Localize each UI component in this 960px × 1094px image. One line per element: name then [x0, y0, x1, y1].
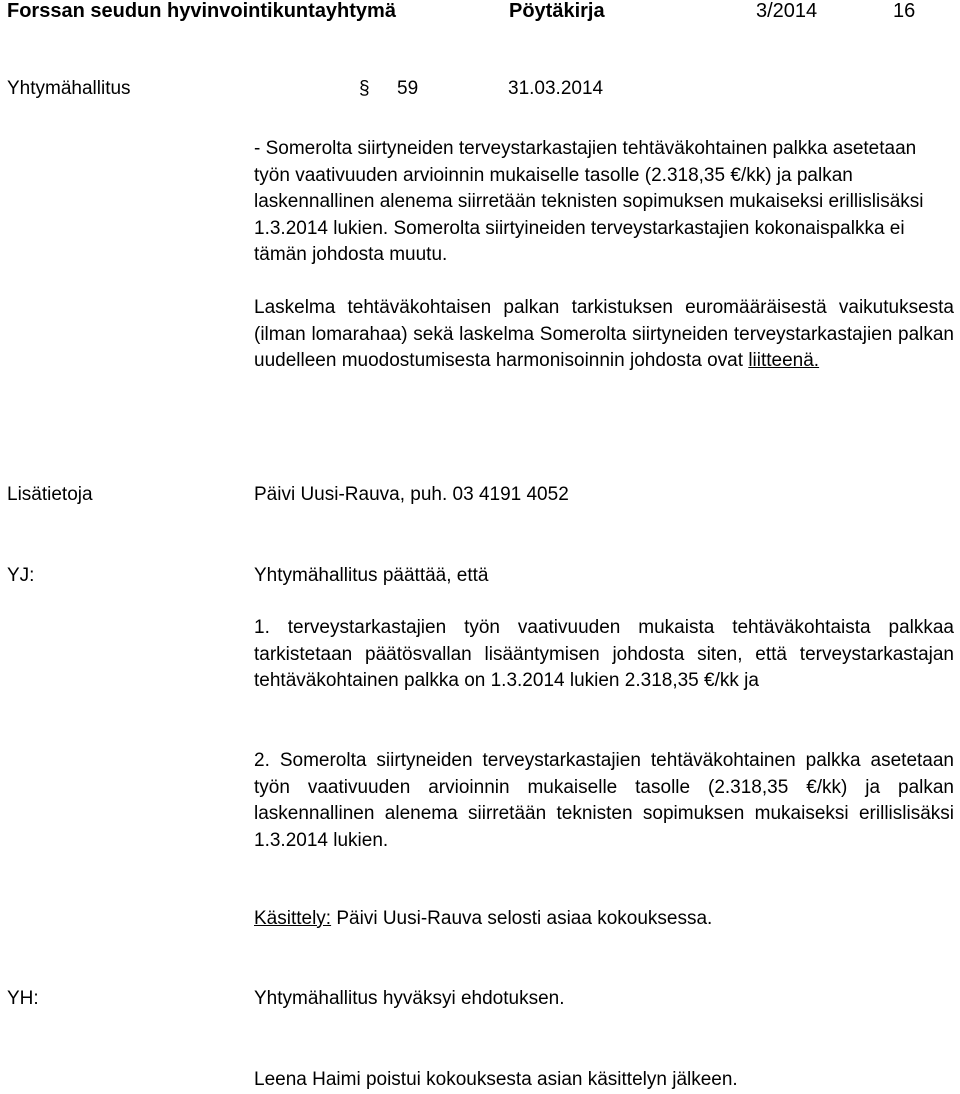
decision-text: Yhtymähallitus hyväksyi ehdotuksen. — [254, 988, 565, 1009]
calculation-paragraph — [254, 295, 954, 375]
proposal-label: YJ: — [7, 565, 35, 586]
decision-label: YH: — [7, 988, 39, 1009]
section-number: 59 — [397, 78, 419, 99]
intro-bullet-paragraph: - Somerolta siirtyneiden terveystarkastajien tehtäväkohtainen palkka asetetaan työn vaativuuden arvioinnin mukaiselle tasolle (2.318,35 €/kk) ja palkan laskennallinen alenema siirretään teknisten sopimuksen mukaiseksi erillislisäksi 1.3.2014 lukien. Somerolta siirtyineiden terveystarkastajien kokonaispalkka ei tämän johdosta muutu. — [254, 138, 924, 265]
section-sign: § — [359, 78, 370, 99]
subheader-date: 31.03.2014 — [508, 78, 604, 99]
header-doc-number: 3/2014 — [756, 0, 818, 22]
info-label: Lisätietoja — [7, 484, 93, 505]
calculation-text: Laskelma tehtäväkohtaisen palkan tarkistuksen euromääräisestä vaikutuksesta (ilman lomarahaa) sekä laskelma Somerolta siirtyneiden terveystarkastajien palkan uudelleen muodostumisesta harmonisoinnin johdosta ovat — [254, 297, 954, 371]
proposal-intro: Yhtymähallitus päättää, että — [254, 565, 489, 586]
header-page-number: 16 — [893, 0, 916, 22]
footnote: Leena Haimi poistui kokouksesta asian käsittelyn jälkeen. — [254, 1069, 738, 1090]
proposal-item-1: 1. terveystarkastajien työn vaativuuden mukaista tehtäväkohtaista palkkaa tarkistetaan päätösvallan lisääntymisen johdosta siten, että terveystarkastajan tehtäväkohtainen palkka on 1.3.2014 lukien 2.318,35 €/kk ja — [254, 617, 954, 691]
subheader-section — [359, 76, 418, 103]
proposal-item-2: 2. Somerolta siirtyneiden terveystarkastajien tehtäväkohtainen palkka asetetaan työn vaativuuden arvioinnin mukaiselle tasolle (2.318,35 €/kk) ja palkan laskennallinen alenema siirretään teknisten sopimuksen mukaiseksi erillislisäksi 1.3.2014 lukien. — [254, 750, 954, 851]
handling-label: Käsittely: — [254, 908, 332, 929]
attachment-link[interactable]: liitteenä. — [748, 350, 820, 371]
header-organization: Forssan seudun hyvinvointikuntayhtymä — [7, 0, 396, 22]
header-doc-type: Pöytäkirja — [509, 0, 605, 22]
handling-text: Päivi Uusi-Rauva selosti asiaa kokouksessa. — [331, 908, 713, 929]
handling-paragraph — [254, 906, 712, 933]
info-value: Päivi Uusi-Rauva, puh. 03 4191 4052 — [254, 484, 569, 505]
subheader-body: Yhtymähallitus — [7, 78, 131, 99]
